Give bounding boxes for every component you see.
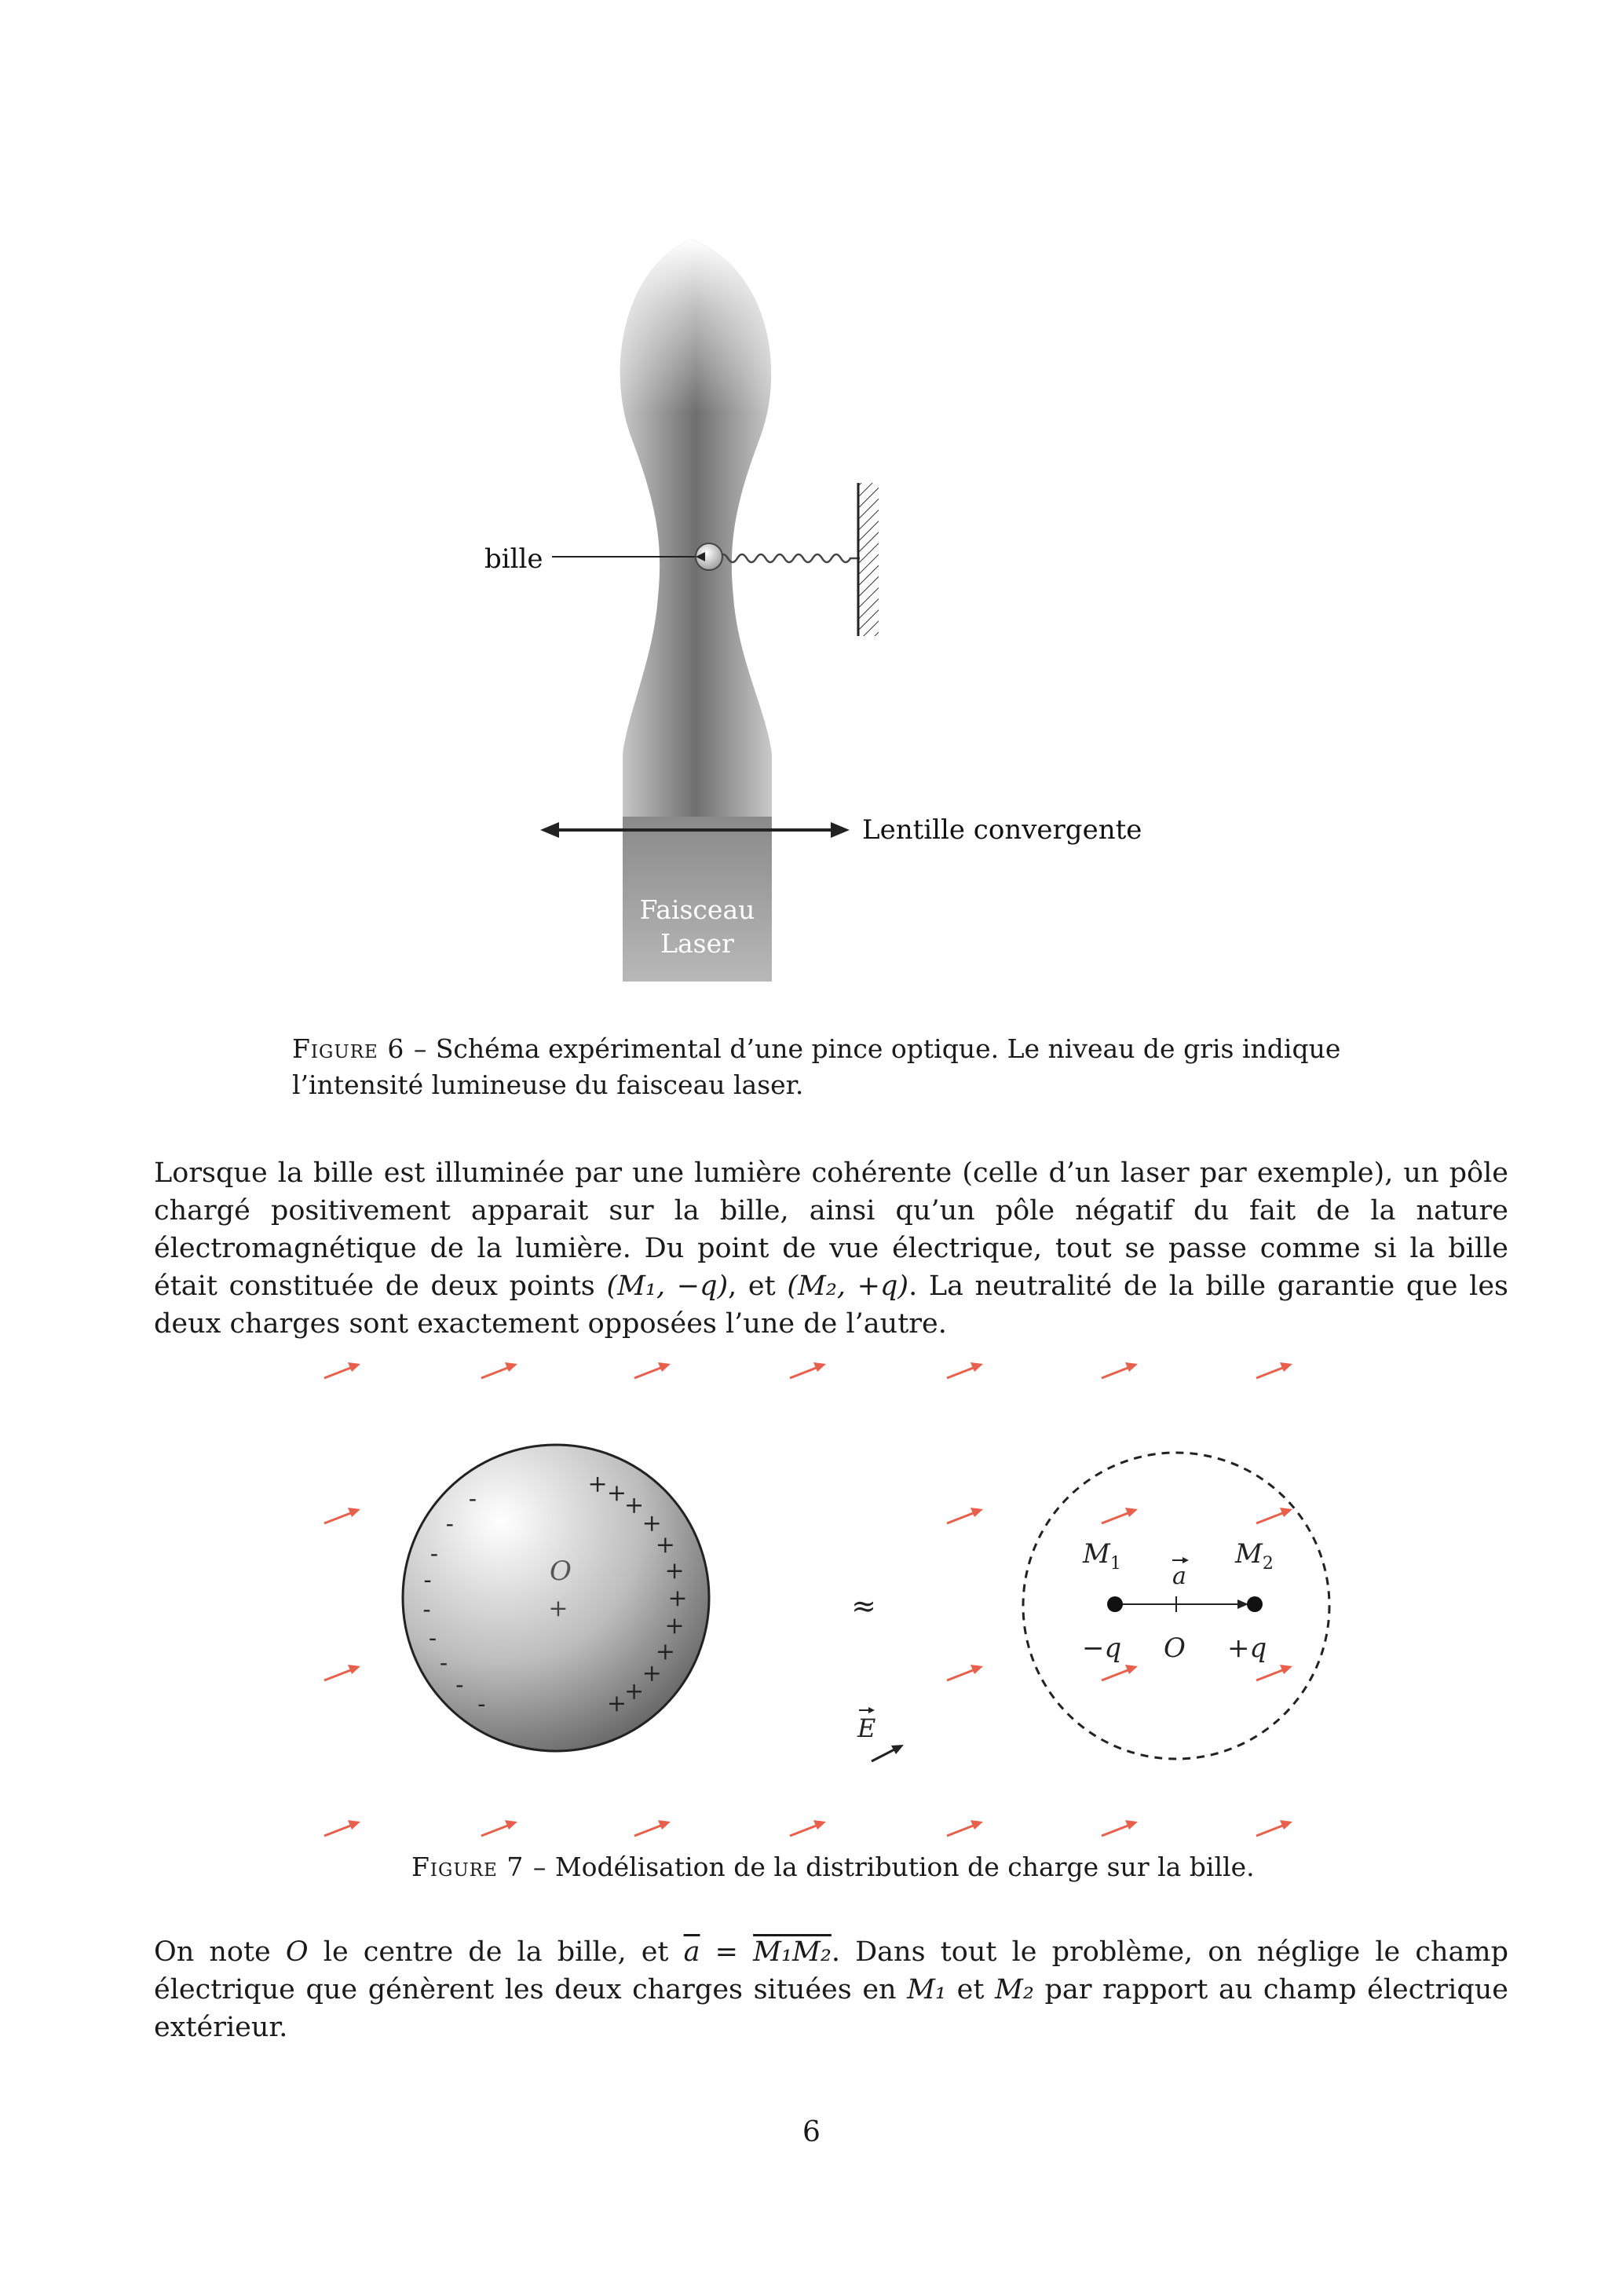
plus-charge: + bbox=[606, 1690, 627, 1718]
plus-charge: + bbox=[664, 1611, 685, 1640]
field-arrow bbox=[481, 1362, 517, 1378]
label-beam-line1: Faisceau bbox=[639, 894, 755, 925]
svg-text:M1 bbox=[1082, 1538, 1121, 1574]
paragraph-2-text: On note bbox=[154, 1936, 286, 1968]
paragraph-1-text: Lorsque la bille est illuminée par une lumière cohérente (celle d’un laser par exemple), un pôle chargé positivement apparait sur la bille, ainsi qu’un pôle négatif du fait de la nature électromagnétique de la lumière. Du point de vue électrique, tout se passe comme si la bille était constituée de deux points bbox=[154, 1157, 1508, 1302]
paragraph-1 bbox=[154, 1154, 1508, 1343]
minus-charge: - bbox=[477, 1691, 486, 1719]
field-arrow bbox=[1102, 1820, 1138, 1836]
minus-charge: - bbox=[422, 1596, 431, 1624]
paragraph-2-text: le centre de la bille, et bbox=[308, 1936, 684, 1968]
plus-charge: + bbox=[667, 1585, 688, 1612]
figure-7-diagram bbox=[0, 1335, 1623, 1869]
paragraph-2-text: . Dans tout le problème, on néglige le champ électrique que génèrent les deux charges situées en bbox=[154, 1936, 1508, 2005]
plus-charge: + bbox=[655, 1531, 675, 1559]
minus-charge: - bbox=[429, 1624, 437, 1652]
label-a: a bbox=[1172, 1563, 1186, 1590]
paragraph-1-text: . La neutralité de la bille garantie que les deux charges sont exactement opposées l’une de l’autre. bbox=[154, 1270, 1508, 1340]
figure-6-caption bbox=[292, 1031, 1391, 1103]
field-arrow bbox=[1256, 1820, 1292, 1836]
field-arrow bbox=[634, 1362, 671, 1378]
field-arrow bbox=[947, 1820, 983, 1836]
paragraph-1-text: , et bbox=[728, 1270, 788, 1302]
field-arrow bbox=[324, 1362, 360, 1378]
field-arrow bbox=[947, 1362, 983, 1378]
paragraph-2 bbox=[154, 1933, 1508, 2046]
spring bbox=[718, 554, 860, 562]
var-M1: M₁ bbox=[907, 1974, 947, 2005]
paragraph-2-text: et bbox=[946, 1974, 996, 2005]
field-arrow bbox=[1256, 1508, 1292, 1523]
center-plus: + bbox=[548, 1595, 568, 1622]
minus-charge: - bbox=[445, 1510, 454, 1538]
equals-sign: = bbox=[700, 1936, 754, 1968]
figure-6-diagram bbox=[0, 0, 1623, 1021]
var-M2: M₂ bbox=[995, 1974, 1034, 2005]
plus-charge: + bbox=[655, 1637, 675, 1665]
plus-charge: + bbox=[624, 1491, 645, 1519]
field-arrow bbox=[1102, 1665, 1138, 1680]
minus-charge: - bbox=[430, 1540, 439, 1568]
field-arrow bbox=[790, 1820, 826, 1836]
field-arrow bbox=[481, 1820, 517, 1836]
vector-M1M2: M₁M₂ bbox=[753, 1936, 832, 1968]
field-arrow bbox=[790, 1362, 826, 1378]
vector-a: $\overline{a}$ bbox=[683, 1936, 700, 1968]
minus-charge: - bbox=[468, 1485, 477, 1513]
field-arrow bbox=[324, 1508, 360, 1523]
point-M1: (M₁, −q) bbox=[606, 1270, 729, 1302]
figure-7-caption bbox=[411, 1849, 1354, 1885]
charge-M1 bbox=[1107, 1596, 1123, 1612]
page-number: 6 bbox=[802, 2116, 821, 2148]
field-arrow bbox=[1256, 1362, 1292, 1378]
field-arrow bbox=[324, 1820, 360, 1836]
plus-charge: + bbox=[624, 1677, 645, 1706]
figure-6-label: Figure 6 – bbox=[292, 1033, 428, 1064]
plus-charge: + bbox=[587, 1470, 608, 1498]
svg-text:M2 bbox=[1234, 1538, 1274, 1574]
field-arrow bbox=[634, 1820, 671, 1836]
minus-charge: - bbox=[455, 1671, 464, 1699]
figure-6-caption-text: Schéma expérimental d’une pince optique. Le niveau de gris indique l’intensité lumineuse du faisceau laser. bbox=[292, 1033, 1341, 1100]
label-E: E bbox=[857, 1713, 876, 1743]
field-arrow bbox=[947, 1665, 983, 1680]
label-neg-q: −q bbox=[1082, 1632, 1122, 1664]
label-dipole-O: O bbox=[1164, 1632, 1186, 1664]
field-arrow bbox=[1102, 1362, 1138, 1378]
label-beam-line2: Laser bbox=[660, 928, 734, 959]
paragraph-2-text: par rapport au champ électrique extérieur. bbox=[154, 1974, 1509, 2043]
field-arrow bbox=[947, 1508, 983, 1523]
minus-charge: - bbox=[440, 1649, 448, 1677]
label-pos-q: +q bbox=[1227, 1632, 1267, 1664]
field-arrow bbox=[1102, 1508, 1138, 1523]
wall-hatched bbox=[858, 483, 879, 636]
minus-charge: - bbox=[423, 1567, 432, 1595]
charge-M2 bbox=[1247, 1596, 1263, 1612]
label-O: O bbox=[550, 1556, 572, 1587]
plus-charge: + bbox=[606, 1479, 627, 1507]
label-lens: Lentille convergente bbox=[862, 814, 1142, 846]
label-bille: bille bbox=[484, 543, 543, 575]
var-O: O bbox=[285, 1936, 309, 1968]
field-arrow bbox=[324, 1665, 360, 1680]
approx-sign: ≈ bbox=[851, 1589, 876, 1623]
plus-charge: + bbox=[642, 1509, 662, 1537]
plus-charge: + bbox=[664, 1557, 685, 1585]
plus-charge: + bbox=[642, 1659, 662, 1687]
point-M2: (M₂, +q) bbox=[787, 1270, 909, 1302]
label-M1-sub: 1 bbox=[1109, 1554, 1121, 1574]
field-arrow bbox=[1256, 1665, 1292, 1680]
label-M1: M bbox=[1083, 1538, 1110, 1570]
E-vector bbox=[857, 1707, 904, 1761]
label-M2: M bbox=[1235, 1538, 1263, 1570]
figure-7-label: Figure 7 – bbox=[411, 1852, 547, 1882]
figure-7-caption-text: Modélisation de la distribution de charge sur la bille. bbox=[554, 1852, 1255, 1882]
label-M2-sub: 2 bbox=[1262, 1554, 1274, 1574]
